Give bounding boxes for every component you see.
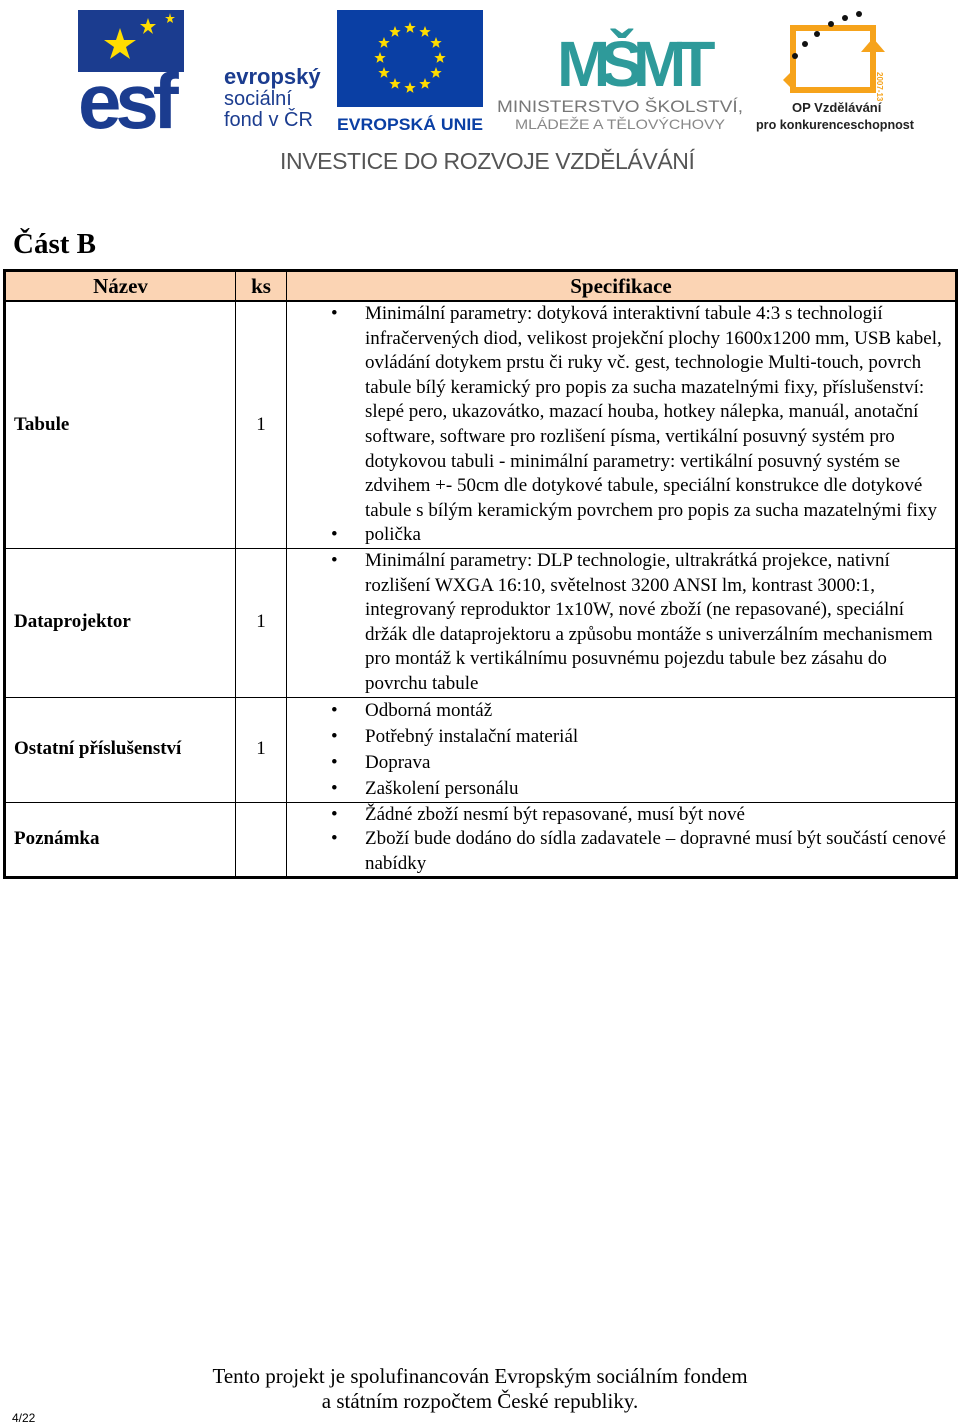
row-spec	[287, 301, 957, 548]
list-item-text: Zboží bude dodáno do sídla zadavatele – dopravné musí být součástí cenové nabídky	[365, 828, 946, 874]
esf-mark: esf	[78, 57, 173, 135]
eu-label: EVROPSKÁ UNIE	[337, 115, 483, 134]
list-item-text: Potřebný instalační materiál	[365, 725, 579, 747]
list-item	[287, 698, 947, 724]
list-item-text: Minimální parametry: dotyková interaktivní tabule 4:3 s technologií infračervených diod, velikost projekční plochy 1600x1200 mm, USB kabel, ovládání dotykem prstu či ruky vč. gest, technologie Multi-touch, povrch tabule bílý keramický pro popis za sucha mazatelnými fixy, příslušenství: slepé pero, ukazovátko, mazací houba, hotkey nálepka, manuál, anotační software, software pro rozlišení písma, vertikální posuvný systém pro dotykovou tabuli - minimální parametry: vertikální posuvný systém se zdvihem +- 50cm dle dotykové tabule, speciální konstrukce dle dotykové tabule s bílým keramickým povrchem pro popis za sucha mazatelnými fixy	[365, 303, 942, 521]
row-spec	[287, 802, 957, 878]
row-name: Tabule	[5, 301, 236, 548]
op-logo	[755, 8, 920, 133]
row-ks: 1	[236, 697, 287, 802]
table-row-tabule	[5, 301, 957, 548]
table-row-poznamka	[5, 802, 957, 878]
esf-line3: fond v ČR	[224, 109, 313, 131]
bullet-icon: •	[331, 699, 338, 721]
bullet-icon: •	[331, 828, 338, 850]
header-logos	[0, 0, 960, 140]
table-row-dataprojektor	[5, 548, 957, 697]
bullet-icon: •	[331, 777, 338, 799]
col-header-spec: Specifikace	[287, 271, 957, 302]
bullet-icon: •	[331, 549, 338, 571]
row-spec	[287, 548, 957, 697]
bullet-icon: •	[331, 725, 338, 747]
col-header-name: Název	[5, 271, 236, 302]
row-name: Ostatní příslušenství	[5, 697, 236, 802]
footer	[0, 1364, 960, 1414]
spec-list	[287, 549, 947, 697]
row-name: Dataprojektor	[5, 548, 236, 697]
msmt-mark: MŠMT	[557, 28, 706, 100]
bullet-icon: •	[331, 803, 338, 825]
eu-logo	[337, 10, 485, 135]
list-item	[287, 827, 947, 876]
list-item-text: Doprava	[365, 751, 431, 773]
section-heading: Část B	[13, 228, 96, 260]
op-line2: pro konkurenceschopnost	[756, 117, 915, 132]
row-name: Poznámka	[5, 802, 236, 878]
spec-list	[287, 302, 947, 548]
esf-line1: evropský	[224, 64, 321, 89]
list-item	[287, 724, 947, 750]
op-line1: OP Vzdělávání	[792, 100, 882, 115]
spec-table	[3, 269, 958, 879]
bullet-icon: •	[331, 303, 338, 324]
list-item-text: Zaškolení personálu	[365, 777, 519, 799]
msmt-line1: MINISTERSTVO ŠKOLSTVÍ,	[497, 97, 743, 116]
footer-line-1: Tento projekt je spolufinancován Evropským sociálním fondem	[212, 1364, 748, 1388]
table-header-row	[5, 271, 957, 302]
op-dots-icon	[792, 11, 862, 59]
esf-logo	[78, 10, 330, 135]
row-ks: 1	[236, 548, 287, 697]
table-row-ostatni	[5, 697, 957, 802]
list-item-text: Žádné zboží nesmí být repasované, musí být nové	[365, 803, 745, 825]
header-tagline: INVESTICE DO ROZVOJE VZDĚLÁVÁNÍ	[280, 148, 695, 174]
list-item	[287, 549, 947, 697]
spec-list	[287, 698, 947, 802]
list-item-text: Minimální parametry: DLP technologie, ultrakrátká projekce, nativní rozlišení WXGA 16:10, světelnost 3200 ANSI lm, kontrast 3000:1, integrovaný reproduktor 1x10W, nové zboží (ne repasované), speciální držák dle dataprojektoru a způsobu montáže s univerzálním mechanismem pro montáž k vertikálnímu posuvnému pojezdu tabule bez zásahu do povrchu tabule	[365, 549, 933, 694]
list-item-text: Odborná montáž	[365, 699, 493, 721]
list-item	[287, 803, 947, 828]
footer-line-2: a státním rozpočtem České republiky.	[321, 1389, 639, 1413]
list-item	[287, 750, 947, 776]
row-ks	[236, 802, 287, 878]
list-item	[287, 523, 947, 548]
op-arrow-icon	[861, 38, 885, 52]
list-item	[287, 776, 947, 802]
bullet-icon: •	[331, 751, 338, 773]
col-header-ks: ks	[236, 271, 287, 302]
msmt-line2: MLÁDEŽE A TĚLOVÝCHOVY	[515, 116, 726, 132]
list-item-text: polička	[365, 524, 421, 546]
list-item	[287, 302, 947, 523]
esf-line2: sociální	[224, 88, 292, 110]
op-badge: 2007-13	[875, 72, 884, 102]
row-spec	[287, 697, 957, 802]
msmt-logo	[495, 8, 745, 133]
bullet-icon: •	[331, 524, 338, 546]
row-ks: 1	[236, 301, 287, 548]
spec-list	[287, 803, 947, 877]
page-number: 4/22	[12, 1411, 36, 1425]
